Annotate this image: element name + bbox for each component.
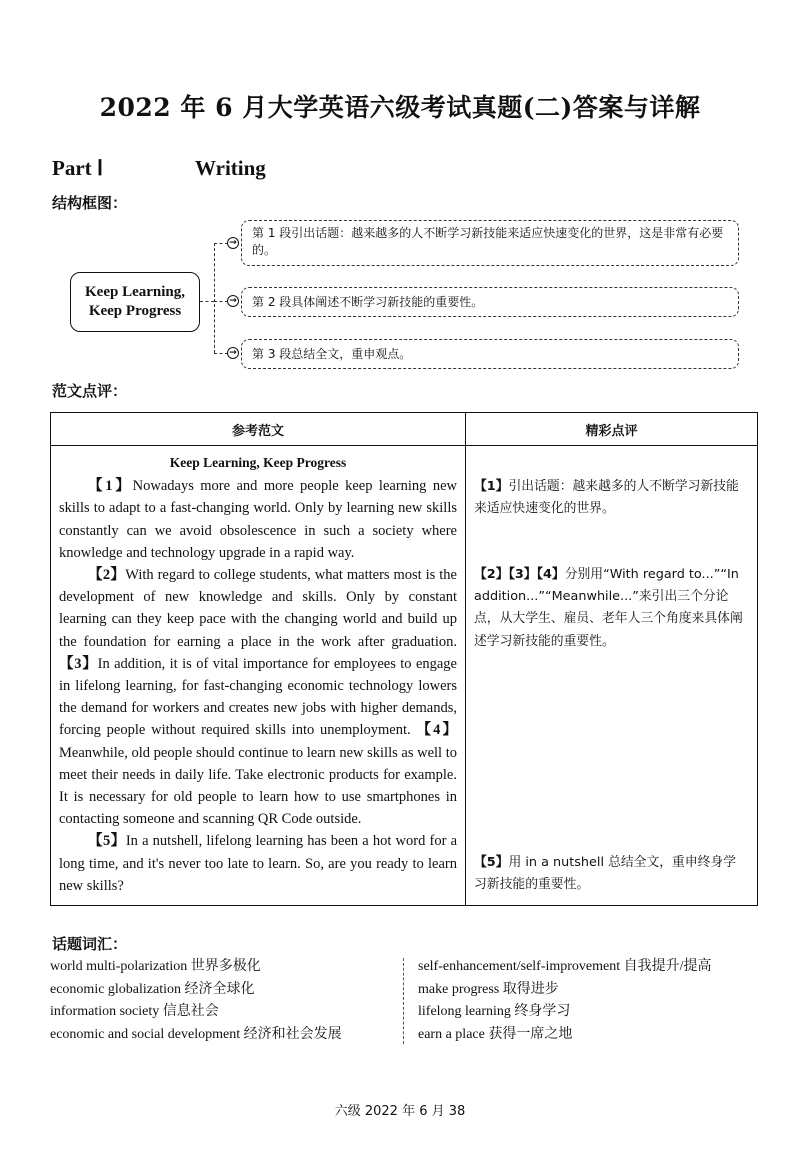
arrow-circle-icon: → [227,237,239,249]
branch-connector-3 [214,353,228,354]
vocab-heading: 话题词汇： [52,935,128,953]
structure-box-2: 第 2 段具体阐述不断学习新技能的重要性。 [241,287,739,317]
center-topic-box [70,272,200,332]
vocab-list-left [50,956,342,1046]
center-topic-line-1: Keep Learning, [85,284,185,300]
essay-paragraph-3: 【5】In a nutshell, lifelong learning has been a hot word for a long time, and it's never too late to learn. So, are you ready to learn new skills? [59,833,458,894]
structure-box-1: 第 1 段引出话题：越来越多的人不断学习新技能来适应快速变化的世界，这是非常有必要的。 [241,220,739,266]
vocab-item: earn a place 获得一席之地 [418,1026,573,1042]
vertical-connector [214,243,215,353]
arrow-circle-icon: → [227,347,239,359]
center-connector [200,301,214,302]
arrow-circle-icon: → [227,295,239,307]
vocab-list-right [418,956,712,1046]
center-topic-line-2: Keep Progress [88,303,182,319]
vocab-item: make progress 取得进步 [418,981,559,997]
branch-connector-1 [214,243,228,244]
vocab-item: economic and social development 经济和社会发展 [50,1026,342,1042]
page-title: 2022 年 6 月大学英语六级考试真题(二)答案与详解 [99,93,701,122]
part-label: Part Ⅰ [52,156,104,180]
essay-title: Keep Learning, Keep Progress [169,455,347,470]
part-title: Writing [195,156,266,180]
review-heading: 范文点评： [52,382,128,400]
branch-connector-2 [214,301,228,302]
vocab-divider [403,958,404,1044]
column-header-essay: 参考范文 [51,413,466,446]
essay-paragraph-2: 【2】With regard to college students, what matters most is the development of new knowledge and skills. Only by constant learning can they keep pace with the changing world and build up the foundation for earning a place in the work after graduation. 【3】In addition, it is of vital importance for employees to engage in lifelong learning, for fast-changing economic technology lowers the demand for workers and creates new jobs with higher demands, forcing people without required skills into unemployment. 【4】Meanwhile, old people should continue to learn new skills as well to meet their needs in daily life. Take electronic products for example. It is necessary for old people to learn how to use smartphones in contacting someone and scanning QR Code outside. [59,567,458,828]
comments-cell [466,446,758,906]
essay-cell [51,446,466,906]
comment-1: 【1】引出话题：越来越多的人不断学习新技能来适应快速变化的世界。 [474,479,739,517]
structure-box-3: 第 3 段总结全文，重申观点。 [241,339,739,369]
column-header-comments: 精彩点评 [466,413,758,446]
vocab-item: lifelong learning 终身学习 [418,1004,571,1019]
vocab-item: economic globalization 经济全球化 [50,981,255,997]
essay-table [50,412,758,906]
vocab-item: information society 信息社会 [50,1004,219,1019]
comment-2: 【2】【3】【4】分别用“With regard to...”“In addition...”“Meanwhile...”来引出三个分论点，从大学生、雇员、老年人三个角度来具体阐述学习新技能的重要性。 [474,567,743,649]
essay-paragraph-1: 【1】Nowadays more and more people keep learning new skills to adapt to a fast-changing world. Only by learning new skills constantly can we avoid obsolescence in such a society where knowledge and technology upgrade in a rapid way. [59,478,457,561]
vocab-item: self-enhancement/self-improvement 自我提升/提高 [418,959,712,974]
vocab-item: world multi-polarization 世界多极化 [50,959,261,974]
comment-3: 【5】用 in a nutshell 总结全文，重申终身学习新技能的重要性。 [474,855,737,893]
structure-heading: 结构框图： [52,194,128,212]
page-footer: 六级 2022 年 6 月 38 [334,1104,466,1119]
